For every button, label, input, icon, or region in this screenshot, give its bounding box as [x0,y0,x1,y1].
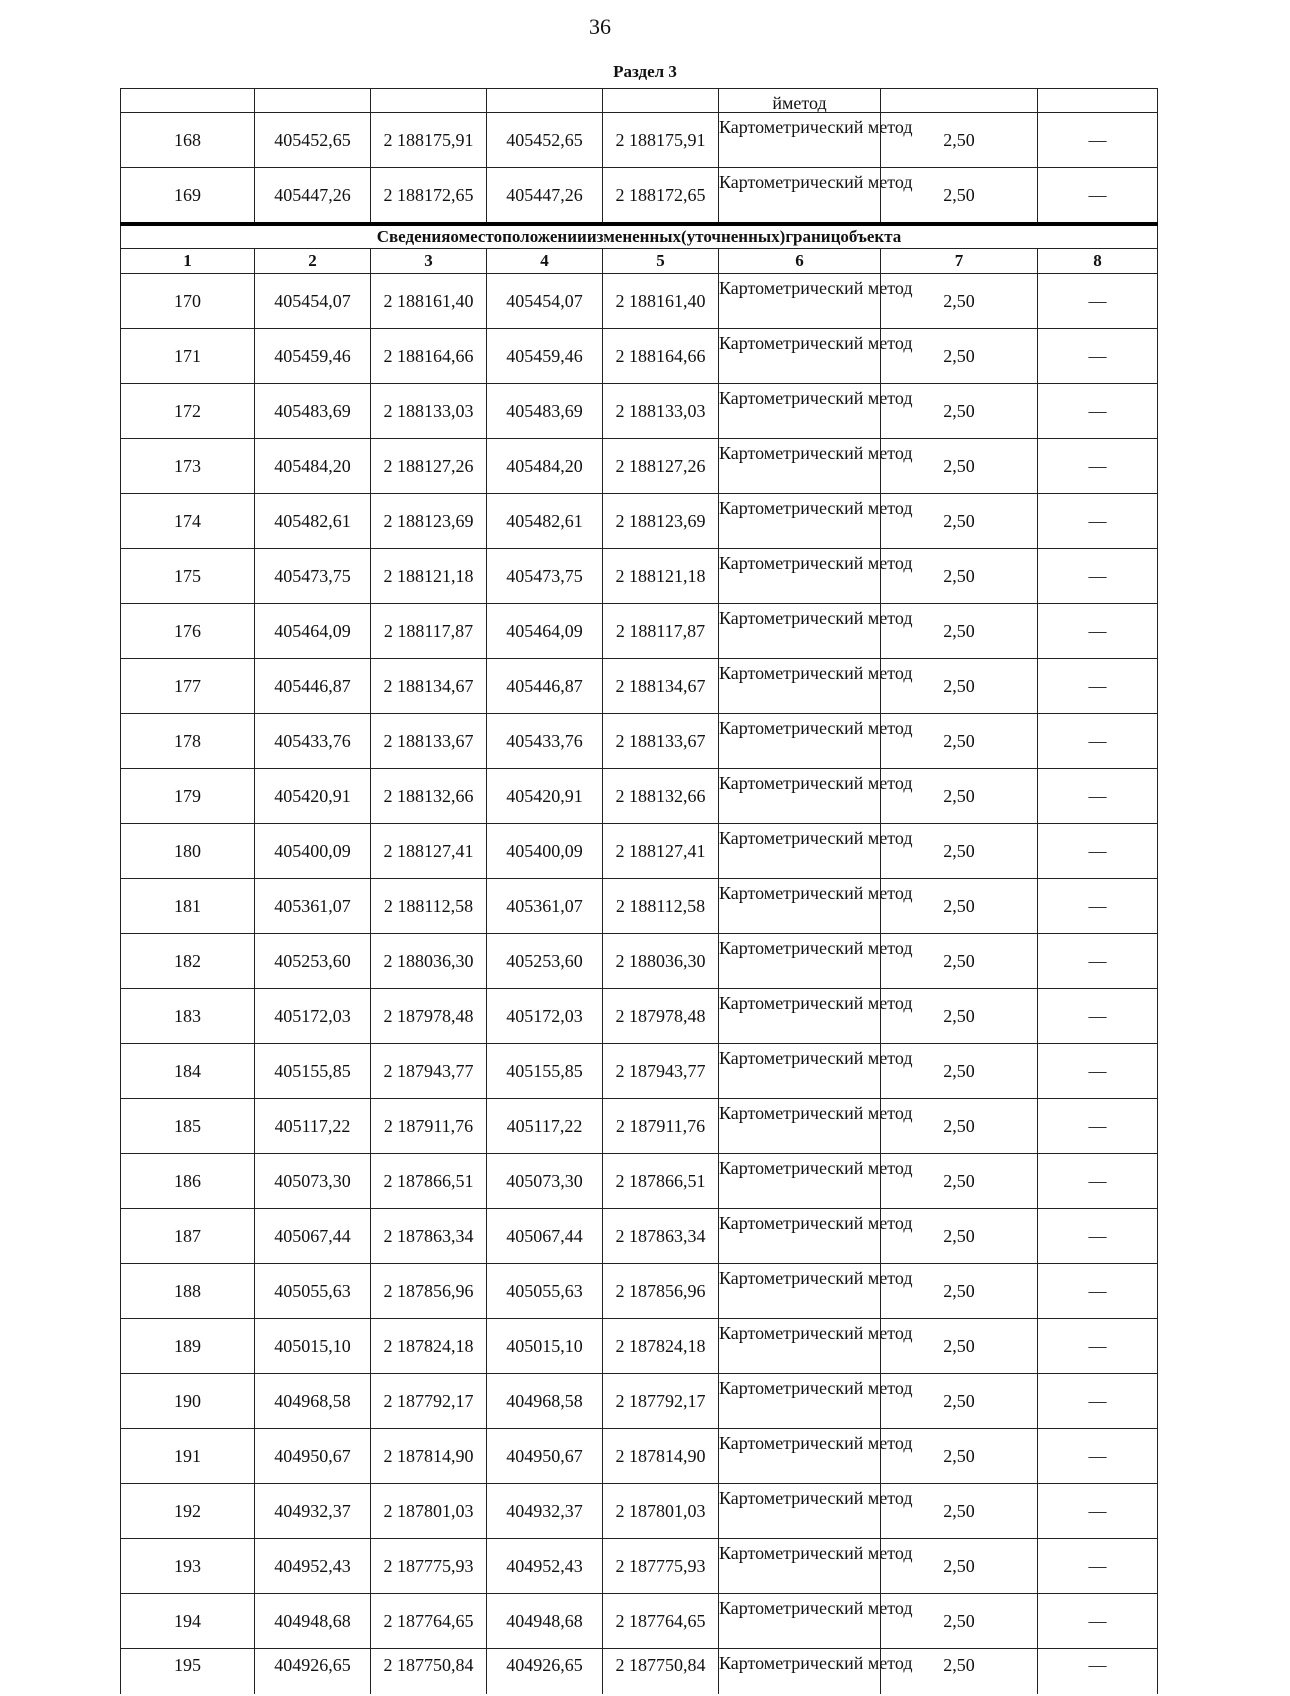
accuracy-cell: 2,50 [881,714,1038,769]
y-new-cell: 2 188164,66 [603,329,719,384]
table-body [121,89,1158,1695]
accuracy-cell: 2,50 [881,604,1038,659]
notes-cell: — [1038,1594,1158,1649]
point-number-cell: 178 [121,714,255,769]
y-new-cell: 2 187750,84 [603,1649,719,1695]
x-new-cell: 405253,60 [487,934,603,989]
column-number: 8 [1038,249,1158,274]
point-number-cell: 193 [121,1539,255,1594]
table-row [121,1264,1158,1319]
method-text: Картометрический метод [719,938,913,958]
column-number: 3 [371,249,487,274]
y-new-cell: 2 188123,69 [603,494,719,549]
method-cell [719,494,913,549]
y-new-cell: 2 187824,18 [603,1319,719,1374]
notes-cell: — [1038,384,1158,439]
accuracy-cell: 2,50 [881,113,1038,168]
method-cell [719,384,913,439]
coordinates-table [120,88,1158,1694]
column-number: 5 [603,249,719,274]
notes-cell: — [1038,168,1158,225]
point-number-cell: 170 [121,274,255,329]
table-row [121,113,1158,168]
method-text: Картометрический метод [719,1213,913,1233]
method-cell [719,934,913,989]
continued-method-cell: йметод [719,89,881,113]
accuracy-cell: 2,50 [881,879,1038,934]
method-cell [719,604,913,659]
x-new-cell: 405483,69 [487,384,603,439]
y-existing-cell: 2 187750,84 [371,1649,487,1695]
table-row [121,989,1158,1044]
table-row [121,549,1158,604]
notes-cell: — [1038,439,1158,494]
accuracy-cell: 2,50 [881,1429,1038,1484]
table-row [121,1209,1158,1264]
y-new-cell: 2 188127,41 [603,824,719,879]
method-cell [719,439,913,494]
accuracy-cell: 2,50 [881,1044,1038,1099]
notes-cell: — [1038,1209,1158,1264]
point-number-cell: 189 [121,1319,255,1374]
table-row [121,168,1158,225]
y-existing-cell: 2 187856,96 [371,1264,487,1319]
method-cell [719,274,913,329]
y-existing-cell: 2 188134,67 [371,659,487,714]
y-existing-cell: 2 188112,58 [371,879,487,934]
method-cell [719,989,913,1044]
method-text: Картометрический метод [719,718,913,738]
y-new-cell: 2 187866,51 [603,1154,719,1209]
y-new-cell: 2 187814,90 [603,1429,719,1484]
x-new-cell: 405447,26 [487,168,603,225]
x-new-cell: 405117,22 [487,1099,603,1154]
y-new-cell: 2 188134,67 [603,659,719,714]
y-new-cell: 2 187978,48 [603,989,719,1044]
x-existing-cell: 405483,69 [255,384,371,439]
accuracy-cell: 2,50 [881,494,1038,549]
column-number: 2 [255,249,371,274]
x-new-cell: 404950,67 [487,1429,603,1484]
x-new-cell: 405073,30 [487,1154,603,1209]
section-title: Раздел 3 [613,62,677,81]
point-number-cell: 171 [121,329,255,384]
notes-cell: — [1038,1374,1158,1429]
x-existing-cell: 404968,58 [255,1374,371,1429]
method-text: Картометрический метод [719,553,913,573]
point-number-cell: 194 [121,1594,255,1649]
table-row [121,824,1158,879]
x-new-cell: 404932,37 [487,1484,603,1539]
method-text: Картометрический метод [719,1433,913,1453]
x-existing-cell: 404926,65 [255,1649,371,1695]
x-existing-cell: 405452,65 [255,113,371,168]
notes-cell: — [1038,113,1158,168]
notes-cell: — [1038,1319,1158,1374]
notes-cell: — [1038,1044,1158,1099]
x-existing-cell: 405361,07 [255,879,371,934]
accuracy-cell: 2,50 [881,1264,1038,1319]
method-text: Картометрический метод [719,1653,913,1673]
notes-cell: — [1038,879,1158,934]
y-new-cell: 2 187775,93 [603,1539,719,1594]
x-new-cell: 404968,58 [487,1374,603,1429]
x-new-cell: 405454,07 [487,274,603,329]
notes-cell: — [1038,1429,1158,1484]
x-existing-cell: 405484,20 [255,439,371,494]
point-number-cell: 192 [121,1484,255,1539]
table-row [121,1484,1158,1539]
point-number-cell: 187 [121,1209,255,1264]
table-row [121,439,1158,494]
y-new-cell: 2 188117,87 [603,604,719,659]
y-existing-cell: 2 187775,93 [371,1539,487,1594]
y-existing-cell: 2 188161,40 [371,274,487,329]
table-row [121,1154,1158,1209]
x-existing-cell: 405253,60 [255,934,371,989]
y-new-cell: 2 187792,17 [603,1374,719,1429]
method-text: Картометрический метод [719,498,913,518]
accuracy-cell: 2,50 [881,168,1038,225]
method-cell [719,1264,913,1319]
notes-cell: — [1038,549,1158,604]
accuracy-cell: 2,50 [881,659,1038,714]
notes-cell: — [1038,934,1158,989]
column-number-row [121,249,1158,274]
method-text: Картометрический метод [719,443,913,463]
x-new-cell: 405067,44 [487,1209,603,1264]
table-row [121,1594,1158,1649]
method-cell [719,329,913,384]
x-existing-cell: 405473,75 [255,549,371,604]
notes-cell: — [1038,714,1158,769]
method-text: Картометрический метод [719,1103,913,1123]
page-number: 36 [589,14,611,39]
method-text: Картометрический метод [719,1048,913,1068]
y-existing-cell: 2 187824,18 [371,1319,487,1374]
method-cell [719,1154,913,1209]
notes-cell: — [1038,1484,1158,1539]
notes-cell: — [1038,604,1158,659]
table-row [121,1044,1158,1099]
point-number-cell: 180 [121,824,255,879]
y-existing-cell: 2 188132,66 [371,769,487,824]
x-new-cell: 405400,09 [487,824,603,879]
table-row [121,1099,1158,1154]
method-cell [719,1209,913,1264]
accuracy-cell: 2,50 [881,439,1038,494]
y-existing-cell: 2 187814,90 [371,1429,487,1484]
y-existing-cell: 2 188127,41 [371,824,487,879]
table-row [121,934,1158,989]
point-number-cell: 174 [121,494,255,549]
method-cell [719,714,913,769]
x-new-cell: 404926,65 [487,1649,603,1695]
method-cell [719,1484,913,1539]
notes-cell: — [1038,824,1158,879]
accuracy-cell: 2,50 [881,1594,1038,1649]
point-number-cell: 175 [121,549,255,604]
point-number-cell: 179 [121,769,255,824]
y-existing-cell: 2 188133,67 [371,714,487,769]
x-new-cell: 405172,03 [487,989,603,1044]
x-existing-cell: 405015,10 [255,1319,371,1374]
x-existing-cell: 405446,87 [255,659,371,714]
y-existing-cell: 2 187943,77 [371,1044,487,1099]
accuracy-cell: 2,50 [881,989,1038,1044]
x-existing-cell: 404932,37 [255,1484,371,1539]
y-existing-cell: 2 187978,48 [371,989,487,1044]
x-existing-cell: 405433,76 [255,714,371,769]
y-new-cell: 2 188112,58 [603,879,719,934]
continued-row [121,89,1158,113]
x-existing-cell: 404950,67 [255,1429,371,1484]
table-row [121,1319,1158,1374]
method-text: Картометрический метод [719,1543,913,1563]
x-new-cell: 405015,10 [487,1319,603,1374]
point-number-cell: 188 [121,1264,255,1319]
method-text: Картометрический метод [719,1488,913,1508]
separator-row [121,224,1158,249]
method-cell [719,168,913,225]
x-existing-cell: 405067,44 [255,1209,371,1264]
x-existing-cell: 405172,03 [255,989,371,1044]
accuracy-cell: 2,50 [881,1319,1038,1374]
table-row [121,1539,1158,1594]
method-text: Картометрический метод [719,388,913,408]
accuracy-cell: 2,50 [881,384,1038,439]
y-existing-cell: 2 187792,17 [371,1374,487,1429]
y-new-cell: 2 187943,77 [603,1044,719,1099]
table-row [121,1649,1158,1695]
y-new-cell: 2 188132,66 [603,769,719,824]
x-existing-cell: 405400,09 [255,824,371,879]
notes-cell: — [1038,989,1158,1044]
table-row [121,879,1158,934]
accuracy-cell: 2,50 [881,1374,1038,1429]
method-text: Картометрический метод [719,608,913,628]
notes-cell: — [1038,1539,1158,1594]
point-number-cell: 191 [121,1429,255,1484]
x-existing-cell: 405117,22 [255,1099,371,1154]
method-cell [719,1594,913,1649]
table-row [121,659,1158,714]
method-text: Картометрический метод [719,117,913,137]
table-row [121,1374,1158,1429]
point-number-cell: 182 [121,934,255,989]
notes-cell: — [1038,1649,1158,1695]
y-existing-cell: 2 188175,91 [371,113,487,168]
method-cell [719,549,913,604]
x-existing-cell: 405073,30 [255,1154,371,1209]
method-text: Картометрический метод [719,883,913,903]
method-cell [719,879,913,934]
notes-cell: — [1038,1264,1158,1319]
y-new-cell: 2 188036,30 [603,934,719,989]
x-new-cell: 405473,75 [487,549,603,604]
notes-cell: — [1038,274,1158,329]
x-existing-cell: 404952,43 [255,1539,371,1594]
y-new-cell: 2 187863,34 [603,1209,719,1264]
notes-cell: — [1038,494,1158,549]
notes-cell: — [1038,1154,1158,1209]
x-new-cell: 405452,65 [487,113,603,168]
y-new-cell: 2 188133,03 [603,384,719,439]
y-new-cell: 2 187801,03 [603,1484,719,1539]
table-row [121,329,1158,384]
x-new-cell: 405433,76 [487,714,603,769]
method-cell [719,1099,913,1154]
x-new-cell: 405484,20 [487,439,603,494]
point-number-cell: 195 [121,1649,255,1695]
y-existing-cell: 2 187911,76 [371,1099,487,1154]
column-number: 7 [881,249,1038,274]
notes-cell: — [1038,659,1158,714]
notes-cell: — [1038,769,1158,824]
method-text: Картометрический метод [719,1268,913,1288]
x-new-cell: 405464,09 [487,604,603,659]
method-cell [719,113,913,168]
method-cell [719,1429,913,1484]
point-number-cell: 186 [121,1154,255,1209]
table-row [121,384,1158,439]
column-number: 1 [121,249,255,274]
point-number-cell: 176 [121,604,255,659]
y-new-cell: 2 188127,26 [603,439,719,494]
x-new-cell: 405446,87 [487,659,603,714]
point-number-cell: 183 [121,989,255,1044]
y-new-cell: 2 188161,40 [603,274,719,329]
y-existing-cell: 2 187866,51 [371,1154,487,1209]
notes-cell: — [1038,329,1158,384]
y-existing-cell: 2 188164,66 [371,329,487,384]
point-number-cell: 169 [121,168,255,225]
accuracy-cell: 2,50 [881,1539,1038,1594]
point-number-cell: 184 [121,1044,255,1099]
y-new-cell: 2 188133,67 [603,714,719,769]
point-number-cell: 185 [121,1099,255,1154]
accuracy-cell: 2,50 [881,1484,1038,1539]
method-cell [719,1539,913,1594]
y-new-cell: 2 187764,65 [603,1594,719,1649]
point-number-cell: 168 [121,113,255,168]
accuracy-cell: 2,50 [881,329,1038,384]
point-number-cell: 177 [121,659,255,714]
x-new-cell: 405459,46 [487,329,603,384]
accuracy-cell: 2,50 [881,934,1038,989]
x-existing-cell: 405447,26 [255,168,371,225]
column-number: 6 [719,249,881,274]
method-text: Картометрический метод [719,278,913,298]
table-row [121,274,1158,329]
method-cell [719,659,913,714]
method-cell [719,1374,913,1429]
table-row [121,1429,1158,1484]
y-existing-cell: 2 187764,65 [371,1594,487,1649]
y-existing-cell: 2 188117,87 [371,604,487,659]
accuracy-cell: 2,50 [881,1209,1038,1264]
x-existing-cell: 405482,61 [255,494,371,549]
table-row [121,604,1158,659]
x-existing-cell: 405055,63 [255,1264,371,1319]
accuracy-cell: 2,50 [881,1099,1038,1154]
table-row [121,494,1158,549]
method-text: Картометрический метод [719,1323,913,1343]
x-new-cell: 405482,61 [487,494,603,549]
table-row [121,714,1158,769]
method-text: Картометрический метод [719,773,913,793]
accuracy-cell: 2,50 [881,769,1038,824]
x-new-cell: 405420,91 [487,769,603,824]
y-new-cell: 2 187911,76 [603,1099,719,1154]
y-existing-cell: 2 188123,69 [371,494,487,549]
y-existing-cell: 2 188133,03 [371,384,487,439]
y-new-cell: 2 188172,65 [603,168,719,225]
x-new-cell: 405155,85 [487,1044,603,1099]
accuracy-cell: 2,50 [881,824,1038,879]
accuracy-cell: 2,50 [881,1154,1038,1209]
x-existing-cell: 405459,46 [255,329,371,384]
y-existing-cell: 2 188121,18 [371,549,487,604]
y-new-cell: 2 187856,96 [603,1264,719,1319]
x-new-cell: 404952,43 [487,1539,603,1594]
method-cell [719,1649,913,1695]
x-new-cell: 405361,07 [487,879,603,934]
y-existing-cell: 2 187801,03 [371,1484,487,1539]
x-existing-cell: 405155,85 [255,1044,371,1099]
y-existing-cell: 2 188172,65 [371,168,487,225]
x-existing-cell: 405464,09 [255,604,371,659]
point-number-cell: 172 [121,384,255,439]
method-text: Картометрический метод [719,663,913,683]
y-new-cell: 2 188121,18 [603,549,719,604]
point-number-cell: 173 [121,439,255,494]
method-text: Картометрический метод [719,1378,913,1398]
accuracy-cell: 2,50 [881,274,1038,329]
point-number-cell: 181 [121,879,255,934]
x-new-cell: 404948,68 [487,1594,603,1649]
method-text: Картометрический метод [719,1598,913,1618]
method-text: Картометрический метод [719,1158,913,1178]
column-number: 4 [487,249,603,274]
method-cell [719,769,913,824]
table-row [121,769,1158,824]
y-existing-cell: 2 187863,34 [371,1209,487,1264]
method-text: Картометрический метод [719,828,913,848]
y-existing-cell: 2 188036,30 [371,934,487,989]
x-existing-cell: 405420,91 [255,769,371,824]
method-text: Картометрический метод [719,172,913,192]
x-new-cell: 405055,63 [487,1264,603,1319]
notes-cell: — [1038,1099,1158,1154]
method-cell [719,824,913,879]
x-existing-cell: 405454,07 [255,274,371,329]
method-cell [719,1044,913,1099]
separator-title: Сведенияоместоположенииизмененных(уточненных)границобъекта [121,224,1158,249]
method-cell [719,1319,913,1374]
method-text: Картометрический метод [719,333,913,353]
x-existing-cell: 404948,68 [255,1594,371,1649]
y-new-cell: 2 188175,91 [603,113,719,168]
method-text: Картометрический метод [719,993,913,1013]
y-existing-cell: 2 188127,26 [371,439,487,494]
point-number-cell: 190 [121,1374,255,1429]
accuracy-cell: 2,50 [881,1649,1038,1695]
accuracy-cell: 2,50 [881,549,1038,604]
